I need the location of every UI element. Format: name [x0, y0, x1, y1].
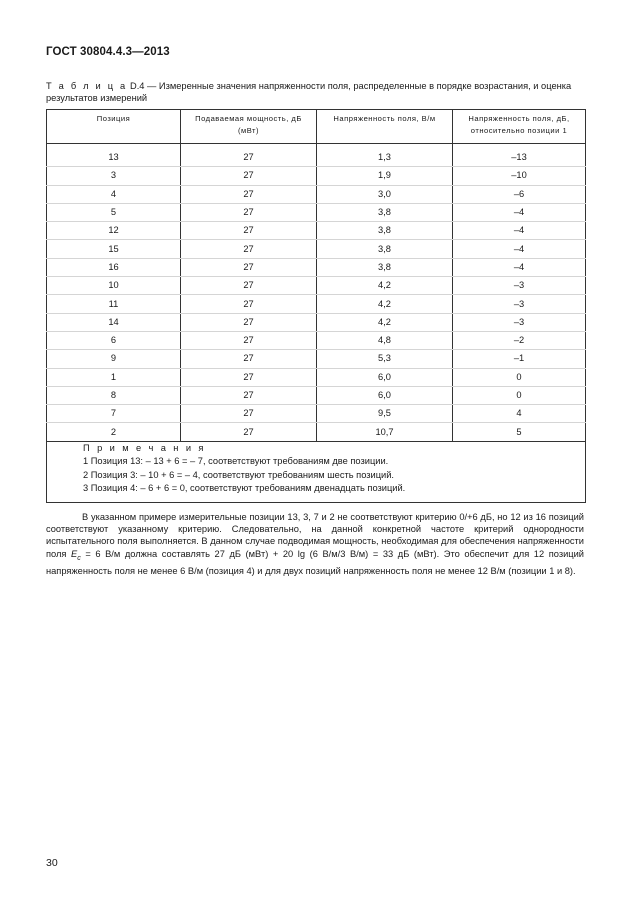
table-caption-text: D.4 — Измеренные значения напряженности поля, распределенные в порядке возрастания, и оценка результатов измерений — [46, 81, 572, 103]
cell-position: 5 — [47, 203, 181, 221]
table-row — [47, 149, 586, 167]
table-row — [47, 313, 586, 331]
col-header-position: Позиция — [47, 110, 181, 144]
page-number: 30 — [46, 857, 58, 869]
cell-relative-db: –3 — [453, 313, 586, 331]
cell-position: 1 — [47, 368, 181, 386]
note-item: 1 Позиция 13: – 13 + 6 = – 7, соответствуют требованиям две позиции. — [83, 456, 389, 467]
col-header-field-strength: Напряженность поля, В/м — [317, 110, 453, 144]
cell-relative-db: –6 — [453, 185, 586, 203]
cell-power: 27 — [181, 405, 317, 423]
table-row — [47, 240, 586, 258]
cell-field-strength: 1,9 — [317, 167, 453, 185]
table-caption — [46, 80, 586, 104]
cell-position: 15 — [47, 240, 181, 258]
table-row — [47, 386, 586, 404]
cell-field-strength: 4,2 — [317, 277, 453, 295]
cell-position: 10 — [47, 277, 181, 295]
table-row — [47, 350, 586, 368]
cell-position: 9 — [47, 350, 181, 368]
table-row — [47, 185, 586, 203]
cell-field-strength: 9,5 — [317, 405, 453, 423]
table-row — [47, 277, 586, 295]
cell-field-strength: 3,0 — [317, 185, 453, 203]
cell-field-strength: 3,8 — [317, 222, 453, 240]
cell-power: 27 — [181, 368, 317, 386]
cell-position: 16 — [47, 258, 181, 276]
cell-field-strength: 6,0 — [317, 368, 453, 386]
cell-field-strength: 3,8 — [317, 258, 453, 276]
cell-power: 27 — [181, 277, 317, 295]
cell-power: 27 — [181, 203, 317, 221]
cell-field-strength: 4,8 — [317, 331, 453, 349]
cell-power: 27 — [181, 350, 317, 368]
cell-power: 27 — [181, 423, 317, 441]
cell-position: 8 — [47, 386, 181, 404]
cell-position: 4 — [47, 185, 181, 203]
table-header-row — [47, 110, 586, 144]
cell-power: 27 — [181, 240, 317, 258]
table-row — [47, 167, 586, 185]
cell-field-strength: 1,3 — [317, 149, 453, 167]
table-row — [47, 405, 586, 423]
table-row — [47, 203, 586, 221]
cell-relative-db: –10 — [453, 167, 586, 185]
notes-title: П р и м е ч а н и я — [83, 442, 206, 453]
cell-field-strength: 4,2 — [317, 313, 453, 331]
cell-power: 27 — [181, 222, 317, 240]
cell-relative-db: –3 — [453, 295, 586, 313]
cell-power: 27 — [181, 331, 317, 349]
table-row — [47, 222, 586, 240]
cell-power: 27 — [181, 258, 317, 276]
table-notes-row — [47, 441, 586, 502]
cell-relative-db: 5 — [453, 423, 586, 441]
cell-field-strength: 6,0 — [317, 386, 453, 404]
note-item: 2 Позиция 3: – 10 + 6 = – 4, соответствуют требованиям шесть позиций. — [83, 469, 395, 480]
cell-power: 27 — [181, 149, 317, 167]
cell-relative-db: –3 — [453, 277, 586, 295]
table-row — [47, 368, 586, 386]
table-row — [47, 423, 586, 441]
table-body — [47, 144, 586, 442]
table-caption-label: Т а б л и ц а — [46, 81, 128, 91]
cell-field-strength: 3,8 — [317, 203, 453, 221]
cell-position: 6 — [47, 331, 181, 349]
cell-relative-db: –4 — [453, 258, 586, 276]
cell-power: 27 — [181, 386, 317, 404]
cell-relative-db: –4 — [453, 222, 586, 240]
cell-field-strength: 4,2 — [317, 295, 453, 313]
cell-power: 27 — [181, 185, 317, 203]
table-notes — [47, 441, 586, 502]
cell-position: 3 — [47, 167, 181, 185]
table-row — [47, 295, 586, 313]
cell-relative-db: 4 — [453, 405, 586, 423]
document-header: ГОСТ 30804.4.3—2013 — [46, 46, 170, 58]
cell-position: 12 — [47, 222, 181, 240]
cell-relative-db: –2 — [453, 331, 586, 349]
cell-power: 27 — [181, 295, 317, 313]
cell-position: 2 — [47, 423, 181, 441]
note-item: 3 Позиция 4: – 6 + 6 = 0, соответствуют требованиям двенадцать позиций. — [83, 483, 406, 494]
cell-relative-db: –4 — [453, 203, 586, 221]
table-row — [47, 331, 586, 349]
col-header-power: Подаваемая мощность, дБ (мВт) — [181, 110, 317, 144]
cell-field-strength: 3,8 — [317, 240, 453, 258]
body-text — [46, 511, 584, 577]
cell-position: 14 — [47, 313, 181, 331]
table-row — [47, 258, 586, 276]
cell-position: 13 — [47, 149, 181, 167]
cell-position: 11 — [47, 295, 181, 313]
col-header-relative-db: Напряженность поля, дБ, относительно позиции 1 — [453, 110, 586, 144]
cell-power: 27 — [181, 167, 317, 185]
measurement-table — [46, 109, 586, 503]
cell-relative-db: –13 — [453, 149, 586, 167]
cell-field-strength: 5,3 — [317, 350, 453, 368]
cell-power: 27 — [181, 313, 317, 331]
body-paragraph: В указанном примере измерительные позиции 13, 3, 7 и 2 не соответствуют критерию 0/+6 дБ, но 12 из 16 позиций соответствуют указанному критерию. Следовательно, на данной конкретной частоте критерий однородности испытательного поля выполняется. В данном случае подводимая мощность, необходимая для обеспечения напряженности поля $E_c = 6$ В/м должна составлять 27 дБ (мВт) + 20 lg (6 В/м/3 В/м) = 33 дБ (мВт). Это обеспечит для 12 позиций напряженность поля не менее 6 В/м (позиция 4) и для двух позиций напряженность поля не менее 12 В/м (позиции 1 и 8). — [46, 512, 584, 576]
cell-relative-db: –4 — [453, 240, 586, 258]
cell-position: 7 — [47, 405, 181, 423]
cell-relative-db: 0 — [453, 368, 586, 386]
cell-relative-db: 0 — [453, 386, 586, 404]
cell-relative-db: –1 — [453, 350, 586, 368]
cell-field-strength: 10,7 — [317, 423, 453, 441]
